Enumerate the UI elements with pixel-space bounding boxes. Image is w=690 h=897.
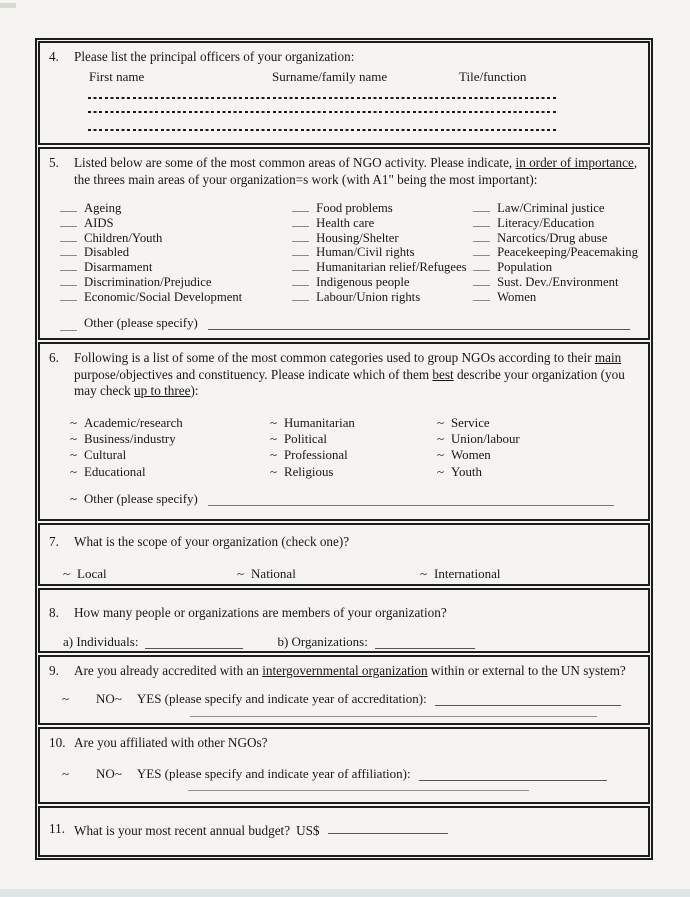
activity-label: Literacy/Education [497, 215, 595, 230]
tilde-marker[interactable]: ~ [63, 565, 71, 581]
checkbox-blank[interactable] [60, 231, 77, 242]
activity-checklist [60, 201, 638, 304]
list-item [292, 231, 473, 246]
other-specify-row [70, 492, 638, 507]
underlined-phrase: best [432, 366, 454, 382]
affiliation-year-blank[interactable] [419, 768, 607, 781]
organizations-blank[interactable] [375, 636, 475, 649]
list-item [437, 464, 638, 480]
question-number: 10. [49, 735, 66, 750]
activity-column-3 [473, 201, 638, 304]
affiliation-options-row [62, 766, 638, 782]
category-checklist [70, 415, 638, 480]
list-item [473, 231, 638, 246]
currency-label: US$ [296, 823, 320, 838]
category-label: Professional [283, 448, 348, 463]
accreditation-continuation-line[interactable] [190, 716, 597, 718]
activity-label: Food problems [316, 201, 393, 216]
activity-label: Discrimination/Prejudice [84, 274, 212, 289]
checkbox-blank[interactable] [473, 216, 490, 227]
col-header-surname: Surname/family name [272, 68, 388, 84]
category-label: Cultural [83, 448, 127, 463]
checkbox-blank[interactable] [60, 201, 77, 212]
question-number: 6. [49, 350, 59, 365]
tilde-marker[interactable]: ~ [70, 464, 77, 479]
ngo-questionnaire-form [35, 38, 653, 860]
list-item [473, 245, 638, 260]
list-item [60, 201, 292, 216]
question-8-section [38, 588, 650, 653]
activity-label: Disarmament [84, 260, 153, 275]
list-item [270, 447, 437, 463]
list-item [473, 290, 638, 305]
question-10-section [38, 727, 650, 804]
list-item [70, 431, 270, 447]
individuals-blank[interactable] [145, 636, 243, 649]
list-item [437, 415, 638, 431]
other-label: Other (please specify) [84, 316, 198, 331]
question-number: 4. [49, 49, 59, 64]
yes-option-label: YES (please specify and indicate year of affiliation): [136, 765, 411, 781]
tilde-marker[interactable]: ~ [237, 565, 245, 581]
tilde-marker[interactable]: ~ [270, 448, 277, 463]
tilde-marker[interactable]: ~ [437, 432, 444, 447]
list-item [473, 216, 638, 231]
officer-write-line-2[interactable] [88, 111, 558, 113]
col-header-title-function: Tile/function [459, 68, 527, 84]
other-specify-row [60, 316, 638, 331]
question-text: Following is a list of some of the most common categories used to group NGOs according to their main purpose/objectives and constituency. Please indicate which of them best describe your organization (you may check up to three): [74, 350, 625, 399]
activity-label: Sust. Dev./Environment [497, 274, 619, 289]
list-item [270, 415, 437, 431]
list-item [70, 447, 270, 463]
question-number: 9. [49, 663, 59, 678]
checkbox-blank[interactable] [473, 231, 490, 242]
category-column-2 [270, 415, 437, 480]
question-number: 8. [49, 605, 59, 620]
category-label: Union/labour [450, 432, 520, 447]
officer-write-line-3[interactable] [88, 129, 558, 131]
list-item [60, 275, 292, 290]
tilde-marker[interactable]: ~ [70, 448, 77, 463]
category-column-3 [437, 415, 638, 480]
activity-label: Disabled [84, 245, 130, 260]
question-text: Please list the principal officers of your organization: [74, 49, 355, 64]
list-item [292, 245, 473, 260]
question-6-section [38, 342, 650, 521]
list-item [270, 431, 437, 447]
category-label: Academic/research [83, 415, 183, 430]
checkbox-blank[interactable] [60, 216, 77, 227]
scope-options [63, 566, 638, 582]
activity-label: Labour/Union rights [316, 289, 421, 304]
question-text: What is the scope of your organization (check one)? [74, 534, 350, 549]
question-text: Listed below are some of the most common areas of NGO activity. Please indicate, in order of importance, the threes main areas of your organization=s work (with A1" being the most important): [74, 155, 638, 187]
yes-option-label: YES (please specify and indicate year of accreditation): [136, 690, 427, 706]
col-header-first-name: First name [89, 68, 145, 84]
activity-label: Peacekeeping/Peacemaking [497, 245, 638, 260]
activity-label: Children/Youth [84, 230, 163, 245]
question-7-section [38, 523, 650, 586]
list-item [270, 464, 437, 480]
category-label: Service [450, 415, 490, 430]
list-item [292, 260, 473, 275]
checkbox-blank[interactable] [292, 245, 309, 256]
activity-column-2 [292, 201, 473, 304]
tilde-marker[interactable]: ~ [70, 432, 77, 447]
checkbox-blank[interactable] [292, 231, 309, 242]
question-number: 7. [49, 534, 59, 549]
question-5-section [38, 147, 650, 340]
list-item [60, 231, 292, 246]
checkbox-blank[interactable] [292, 260, 309, 271]
officer-write-line-4[interactable] [88, 143, 558, 145]
checkbox-blank[interactable] [292, 216, 309, 227]
list-item [473, 260, 638, 275]
accreditation-options-row [62, 691, 638, 707]
tilde-marker[interactable]: ~ [70, 491, 77, 506]
activity-label: Health care [316, 215, 375, 230]
list-item [473, 275, 638, 290]
checkbox-blank[interactable] [473, 290, 490, 301]
underlined-phrase: main [594, 350, 622, 365]
no-option-label: NO [96, 690, 115, 706]
checkbox-blank[interactable] [473, 201, 490, 212]
activity-label: Ageing [84, 201, 122, 216]
tilde-marker[interactable]: ~ [270, 432, 277, 447]
scan-artifact [0, 3, 16, 8]
question-4-section [38, 41, 650, 145]
scan-edge-artifact [0, 889, 690, 897]
tilde-marker[interactable]: ~ [70, 415, 77, 430]
list-item [437, 447, 638, 463]
checkbox-blank[interactable] [60, 290, 77, 301]
option-national [237, 566, 420, 582]
tilde-marker[interactable]: ~ [437, 415, 444, 430]
underlined-phrase: intergovernmental organization [262, 663, 428, 678]
activity-label: Housing/Shelter [316, 230, 399, 245]
checkbox-blank[interactable] [292, 275, 309, 286]
activity-label: Humanitarian relief/Refugees [316, 260, 467, 275]
organizations-label: b) Organizations: [277, 633, 368, 649]
other-specify-line[interactable] [208, 493, 614, 506]
tilde-marker[interactable]: ~ [437, 464, 444, 479]
membership-counts-row [63, 634, 638, 650]
tilde-marker[interactable]: ~ [114, 690, 122, 706]
no-option-label: NO [96, 765, 115, 781]
checkbox-blank[interactable] [473, 260, 490, 271]
checkbox-blank[interactable] [473, 245, 490, 256]
checkbox-blank[interactable] [60, 245, 77, 256]
officers-column-headers [89, 69, 638, 85]
question-number: 5. [49, 155, 59, 170]
option-label: Local [77, 565, 107, 581]
activity-label: Indigenous people [316, 274, 410, 289]
question-text: Are you affiliated with other NGOs? [74, 735, 268, 750]
list-item [292, 216, 473, 231]
checkbox-blank[interactable] [60, 320, 77, 331]
activity-label: Narcotics/Drug abuse [497, 230, 608, 245]
tilde-marker[interactable]: ~ [270, 415, 277, 430]
option-label: International [434, 565, 501, 581]
affiliation-continuation-line[interactable] [188, 790, 529, 792]
list-item [70, 464, 270, 480]
activity-label: AIDS [84, 215, 114, 230]
checkbox-blank[interactable] [292, 290, 309, 301]
category-label: Business/industry [83, 432, 176, 447]
question-text: How many people or organizations are members of your organization? [74, 605, 447, 620]
category-label: Religious [283, 464, 334, 479]
officer-write-line-1[interactable] [88, 97, 558, 99]
list-item [60, 216, 292, 231]
checkbox-blank[interactable] [60, 260, 77, 271]
tilde-marker[interactable]: ~ [420, 565, 428, 581]
category-label: Educational [83, 464, 146, 479]
budget-blank[interactable] [328, 821, 448, 834]
question-9-section [38, 655, 650, 725]
tilde-marker[interactable]: ~ [114, 765, 122, 781]
activity-label: Human/Civil rights [316, 245, 415, 260]
underlined-phrase: up to three [134, 383, 191, 399]
category-label: Women [450, 448, 491, 463]
category-label: Humanitarian [283, 415, 355, 430]
accreditation-year-blank[interactable] [435, 693, 621, 706]
question-text: Are you already accredited with an intergovernmental organization within or external to the UN system? [74, 663, 626, 678]
list-item [292, 290, 473, 305]
tilde-marker[interactable]: ~ [437, 448, 444, 463]
individuals-label: a) Individuals: [63, 633, 139, 649]
activity-label: Law/Criminal justice [497, 201, 605, 216]
category-label: Political [283, 432, 327, 447]
list-item [60, 245, 292, 260]
tilde-marker[interactable]: ~ [270, 464, 277, 479]
option-local [63, 566, 237, 582]
category-column-1 [70, 415, 270, 480]
list-item [292, 275, 473, 290]
question-text: What is your most recent annual budget? US$ [74, 821, 638, 840]
option-international [420, 566, 500, 582]
list-item [60, 260, 292, 275]
list-item [70, 415, 270, 431]
activity-label: Economic/Social Development [84, 289, 243, 304]
checkbox-blank[interactable] [60, 275, 77, 286]
activity-column-1 [60, 201, 292, 304]
other-specify-line[interactable] [208, 317, 630, 330]
list-item [437, 431, 638, 447]
question-number: 11. [49, 821, 65, 836]
other-label: Other (please specify) [83, 491, 198, 506]
checkbox-blank[interactable] [473, 275, 490, 286]
tilde-marker[interactable]: ~ [62, 690, 70, 706]
option-label: National [251, 565, 296, 581]
activity-label: Population [497, 260, 553, 275]
category-label: Youth [450, 464, 482, 479]
list-item [473, 201, 638, 216]
list-item [292, 201, 473, 216]
underlined-phrase: in order of importance [515, 155, 634, 170]
activity-label: Women [497, 289, 537, 304]
checkbox-blank[interactable] [292, 201, 309, 212]
question-11-section [38, 806, 650, 857]
tilde-marker[interactable]: ~ [62, 765, 70, 781]
list-item [60, 290, 292, 305]
